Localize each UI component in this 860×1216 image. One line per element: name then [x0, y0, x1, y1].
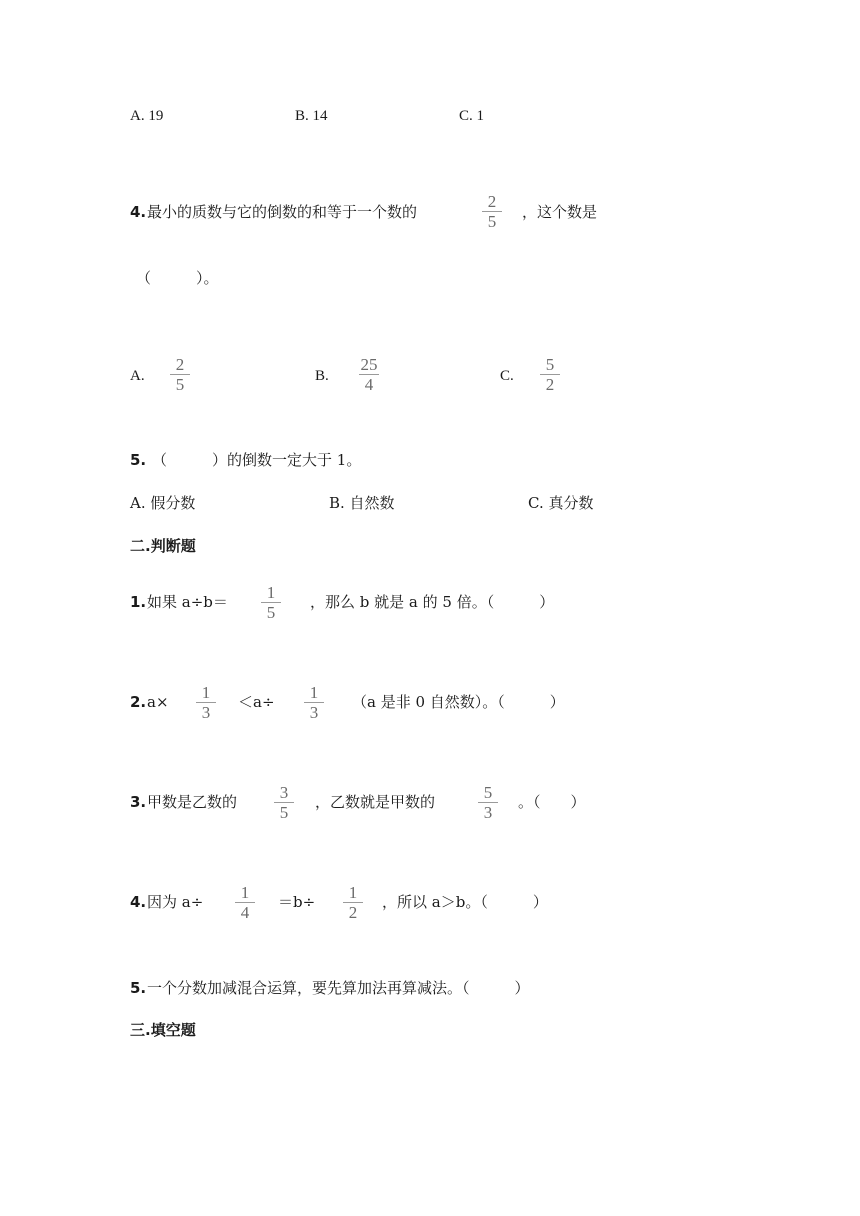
fraction-numerator: 2: [175, 355, 185, 374]
judge-2-number: 2.: [130, 693, 147, 711]
q5-option-a: A. 假分数: [130, 494, 196, 512]
judge-3-pre: 甲数是乙数的: [147, 793, 238, 811]
fraction-denominator: 3: [483, 803, 493, 822]
section-title-judgement: 二.判断题: [130, 537, 196, 555]
fraction-denominator: 2: [545, 375, 555, 394]
fraction-numerator: 1: [309, 683, 319, 702]
judge-2-pre: a×: [147, 693, 169, 711]
fraction-denominator: 3: [201, 703, 211, 722]
judge-1-pre: 如果 a÷b＝: [147, 593, 228, 611]
judge-4-pre: 因为 a÷: [147, 893, 204, 911]
judge-2-fraction-2: [302, 684, 326, 721]
fraction-denominator: 3: [309, 703, 319, 722]
judge-1-post: ，那么 b 就是 a 的 5 倍。（ ）: [310, 593, 555, 611]
fraction-numerator: 5: [545, 355, 555, 374]
judge-2-mid: ＜a÷: [238, 693, 275, 711]
fraction-numerator: 1: [240, 883, 250, 902]
fraction-numerator: 25: [360, 355, 378, 374]
q4-option-c-fraction: [538, 356, 562, 393]
judge-1-number: 1.: [130, 593, 147, 611]
fraction-numerator: 5: [483, 783, 493, 802]
q4-text: 最小的质数与它的倒数的和等于一个数的: [147, 203, 418, 221]
q5-text: （ ）的倒数一定大于 1。: [152, 451, 362, 469]
judge-3-fraction-1: [272, 784, 296, 821]
q4-answer-blank: （ ）。: [136, 269, 219, 287]
q4-fraction: [480, 193, 504, 230]
judge-3-mid: ，乙数就是甲数的: [315, 793, 436, 811]
judge-3-fraction-2: [476, 784, 500, 821]
fraction-numerator: 1: [266, 583, 276, 602]
fraction-numerator: 3: [279, 783, 289, 802]
judge-2-fraction-1: [194, 684, 218, 721]
judge-4-fraction-1: [233, 884, 257, 921]
fraction-denominator: 5: [279, 803, 289, 822]
judge-5-text: 一个分数加减混合运算，要先算加法再算减法。（ ）: [147, 979, 530, 997]
fraction-denominator: 4: [364, 375, 374, 394]
q4-option-c-label: C.: [500, 368, 514, 384]
judge-5-number: 5.: [130, 979, 147, 997]
q4-text-after: ，这个数是: [522, 203, 598, 221]
q3-option-a: A. 19: [130, 108, 164, 124]
q4-option-b-label: B.: [315, 368, 329, 384]
q5-option-b: B. 自然数: [329, 494, 395, 512]
judge-4-mid: ＝b÷: [278, 893, 316, 911]
judge-2-post: （a 是非 0 自然数）。（ ）: [352, 693, 565, 711]
fraction-numerator: 1: [348, 883, 358, 902]
fraction-denominator: 5: [175, 375, 185, 394]
q3-option-c: C. 1: [459, 108, 485, 124]
fraction-numerator: 2: [487, 192, 497, 211]
section-title-fill-in: 三.填空题: [130, 1021, 196, 1039]
q4-number: 4.: [130, 203, 147, 221]
judge-4-fraction-2: [341, 884, 365, 921]
q5-option-c: C. 真分数: [528, 494, 594, 512]
judge-4-number: 4.: [130, 893, 147, 911]
q4-option-a-label: A.: [130, 368, 145, 384]
judge-4-post: ，所以 a＞b。（ ）: [382, 893, 548, 911]
q3-option-b: B. 14: [295, 108, 328, 124]
fraction-denominator: 5: [487, 212, 497, 231]
q4-option-a-fraction: [168, 356, 192, 393]
fraction-denominator: 2: [348, 903, 358, 922]
q5-number: 5.: [130, 451, 147, 469]
judge-3-number: 3.: [130, 793, 147, 811]
q4-option-b-fraction: [357, 356, 381, 393]
fraction-denominator: 4: [240, 903, 250, 922]
fraction-numerator: 1: [201, 683, 211, 702]
judge-3-post: 。（ ）: [518, 793, 586, 811]
judge-1-fraction: [259, 584, 283, 621]
fraction-denominator: 5: [266, 603, 276, 622]
